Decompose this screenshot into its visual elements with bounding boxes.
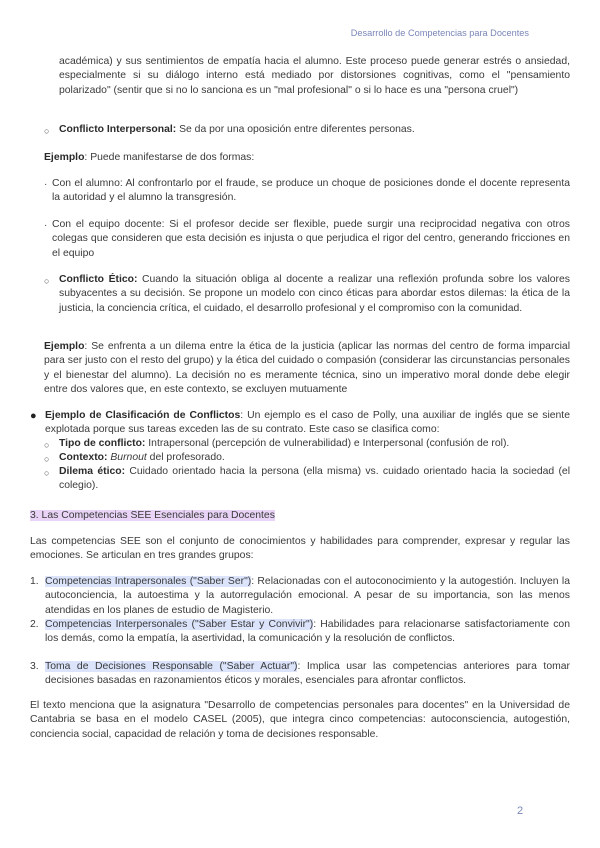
section-heading-text: 3. Las Competencias SEE Esenciales para Docentes (30, 510, 275, 521)
ejemplo-label: Ejemplo (44, 341, 85, 352)
list-item-label: Competencias Interpersonales ("Saber Estar y Convivir") (45, 619, 314, 630)
tipo-conflicto (59, 437, 570, 451)
list-number: 3. (30, 661, 39, 672)
list-item-label: Competencias Intrapersonales ("Saber Ser") (45, 576, 252, 587)
list-number: 2. (30, 619, 39, 630)
list-item-text: : Relacionadas con el autoconocimiento y la autogestión. Incluyen la autoconciencia, la autoestima y la autorregulación emocional. A pesar de su importancia, son las menos atendidas en los planes de estudio de Magisterio. (45, 576, 570, 616)
see-paragraph: Las competencias SEE son el conjunto de conocimientos y habilidades para comprender, expresar y regular las emociones. Se articulan en tres grandes grupos: (30, 536, 570, 562)
circle-bullet-icon: ○ (44, 454, 50, 464)
list-item-text: : Implica usar las competencias anteriores para tomar decisiones basadas en razonamientos éticos y morales, esenciales para afrontar conflictos. (45, 661, 570, 687)
circle-bullet-icon: ○ (44, 276, 50, 286)
circle-bullet-icon: ○ (44, 468, 50, 478)
filled-bullet-icon: ● (30, 410, 37, 422)
contexto-text: del profesorado. (146, 452, 225, 463)
list-item (45, 660, 570, 689)
conflicto-interpersonal-text: Se da por una oposición entre diferentes personas. (176, 124, 415, 135)
section-heading (30, 509, 275, 523)
dilema-label: Dilema ético: (59, 466, 126, 477)
dilema-text: Cuidado orientado hacia la persona (ella misma) vs. cuidado orientado hacia la sociedad (el colegio). (59, 466, 570, 492)
conflicto-etico-text: Cuando la situación obliga al docente a realizar una reflexión profunda sobre los valores subyacentes a su decisión. Se propone un modelo con cinco éticas para abordar estos dilemas: la ética de la justicia, la conciencia crítica, el cuidado, el desarrollo profesional y el compromiso con la comunidad. (59, 274, 570, 314)
conflicto-etico (59, 273, 570, 316)
bullet-equipo: Con el equipo docente: Si el profesor decide ser flexible, puede surgir una reciprocidad negativa con otros colegas que consideren que esta decisión es injusta o que perjudica el rigor del centro, generando fricciones en el equipo (52, 219, 570, 259)
list-number: 1. (30, 576, 39, 587)
list-item (45, 575, 570, 618)
dilema-etico (59, 465, 570, 494)
clasificacion-text: : Un ejemplo es el caso de Polly, una auxiliar de inglés que se siente explotada porque sus tareas exceden las de su contrato. Este caso se clasifica como: (45, 410, 570, 436)
bullet-alumno: Con el alumno: Al confrontarlo por el fraude, se produce un choque de posiciones donde el docente representa la autoridad y el alumno la transgresión. (52, 178, 570, 204)
ejemplo-dilema-text: : Se enfrenta a un dilema entre la ética de la justicia (aplicar las normas del centro de forma imparcial para ser justo con el resto del grupo) y la ética del cuidado o compasión (considerar las circunstancias personales y el bienestar del alumno). La decisión no es meramente técnica, sino un imperativo moral donde debe elegir entre dos valores que, en este contexto, se excluyen mutuamente (44, 341, 570, 395)
clasificacion-conflictos (45, 409, 570, 438)
contexto-label: Contexto: (59, 452, 108, 463)
final-paragraph: El texto menciona que la asignatura "Desarrollo de competencias personales para docentes" en la Universidad de Cantabria se basa en el modelo CASEL (2005), que integra cinco competencias: autoconsciencia, autogestión, conciencia social, capacidad de relación y toma de decisiones responsable. (30, 700, 570, 740)
conflicto-etico-label: Conflicto Ético: (59, 274, 138, 285)
page-number: 2 (517, 805, 524, 817)
ejemplo-text: : Puede manifestarse de dos formas: (84, 152, 255, 163)
conflicto-interpersonal-label: Conflicto Interpersonal: (59, 124, 177, 135)
tipo-text: Intrapersonal (percepción de vulnerabilidad) e Interpersonal (confusión de rol). (145, 438, 510, 449)
contexto-italic: Burnout (110, 452, 147, 463)
ejemplo-formas (44, 151, 570, 165)
circle-bullet-icon: ○ (44, 126, 50, 136)
circle-bullet-icon: ○ (44, 440, 50, 450)
tipo-label: Tipo de conflicto: (59, 438, 146, 449)
running-header: Desarrollo de Competencias para Docentes (350, 28, 529, 38)
contexto (59, 451, 570, 465)
list-item-label: Toma de Decisiones Responsable ("Saber Actuar") (45, 661, 298, 672)
ejemplo-dilema (44, 340, 570, 397)
intro-paragraph: académica) y sus sentimientos de empatía hacia el alumno. Este proceso puede generar estrés o ansiedad, especialmente si su diálogo interno está mediado por distorsiones cognitivas, como el "pensamiento polarizado" (sentir que si no lo sanciona es un "mal profesional" o si lo hace es una "persona cruel") (59, 56, 570, 96)
list-item (45, 618, 570, 647)
list-item-text: : Habilidades para relacionarse satisfactoriamente con los demás, como la empatía, la asertividad, la comunicación y la resolución de conflictos. (45, 619, 570, 645)
dot-bullet-icon: · (44, 179, 48, 190)
conflicto-interpersonal (59, 123, 570, 137)
clasificacion-label: Ejemplo de Clasificación de Conflictos (45, 410, 241, 421)
dot-bullet-icon: · (44, 220, 48, 231)
ejemplo-label: Ejemplo (44, 152, 85, 163)
